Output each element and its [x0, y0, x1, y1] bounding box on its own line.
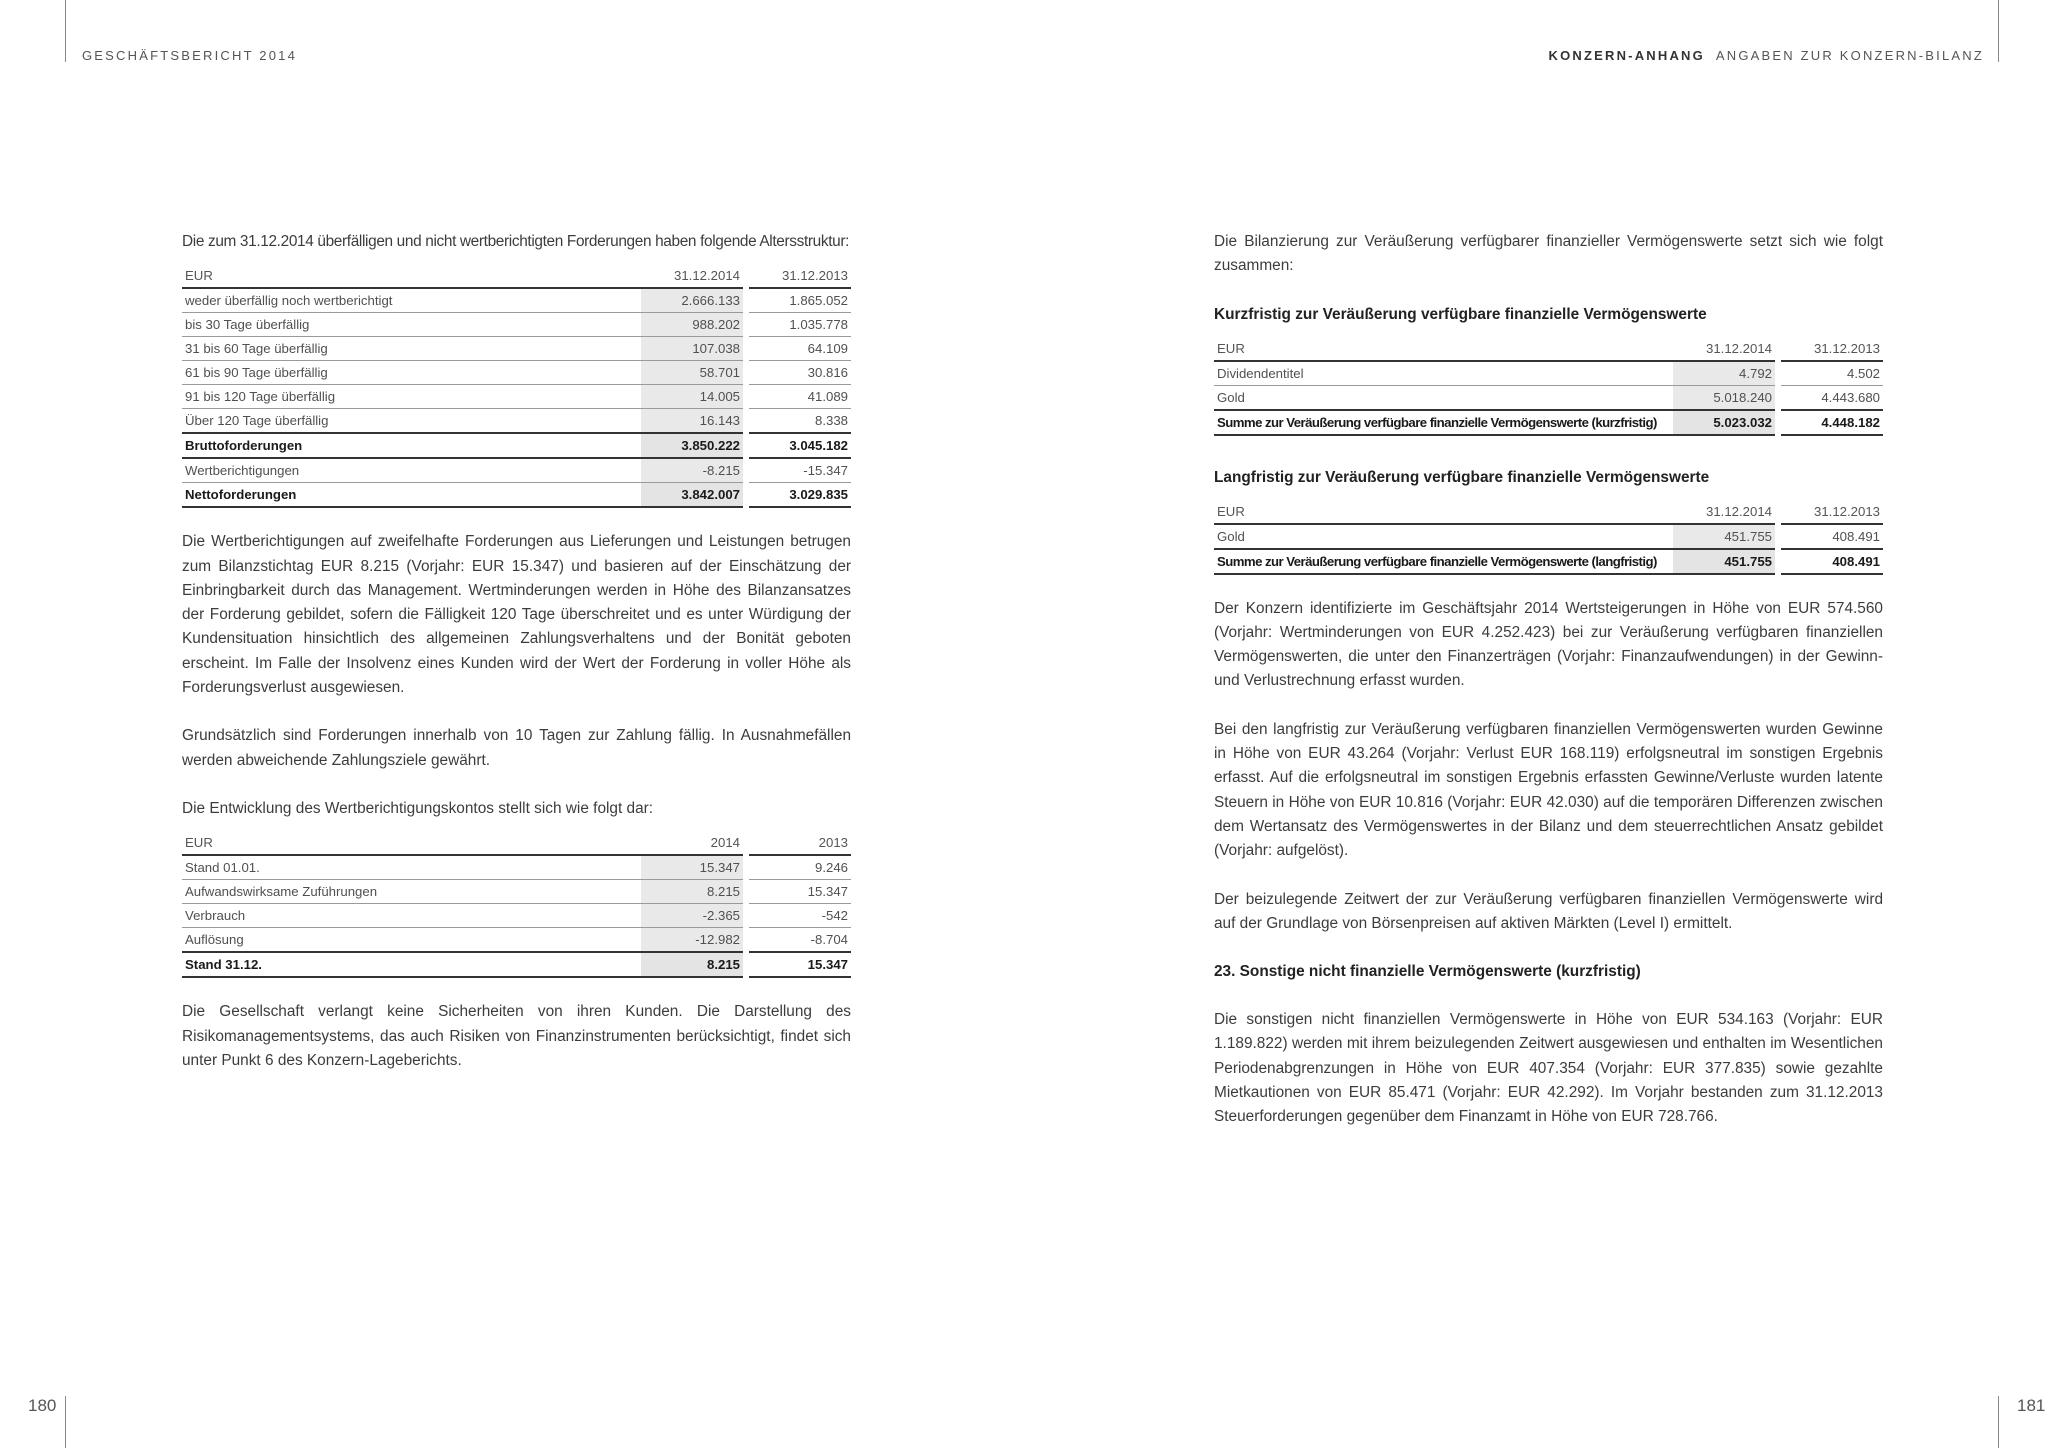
collateral-paragraph: Die Gesellschaft verlangt keine Sicherheiten von ihren Kunden. Die Darstellung des Risikomanagementsystems, das auch Risiken von Finanzinstrumenten berücksichtigt, findet sich unter Punkt 6 des Konzern-Lageberichts. [182, 1003, 851, 1069]
table-row [182, 289, 851, 313]
table-row [182, 904, 851, 928]
table-row [182, 880, 851, 904]
row-label: 91 bis 120 Tage überfällig [182, 385, 641, 409]
row-label: Gold [1214, 386, 1673, 411]
table-total-row [182, 434, 851, 459]
left-column [182, 230, 851, 1073]
allowance-paragraph: Die Wertberichtigungen auf zweifelhafte Forderungen aus Lieferungen und Leistungen betrugen zum Bilanzstichtag EUR 8.215 (Vorjahr: EUR 15.347) und basieren auf der Einschätzung der Einbringbarkeit durch das Management. Wertminderungen werden in Höhe des Bilanzansatzes der Forderung gebildet, sofern die Fälligkeit 120 Tage überschreitet und es unter Würdigung der Kundensituation hinsichtlich des allgemeinen Zahlungsverhaltens und der Bonität geboten erscheint. Im Falle der Insolvenz eines Kunden wird der Wert der Forderung in voller Höhe als Forderungsverlust ausgewiesen. [182, 533, 851, 697]
header-cell: EUR [182, 831, 641, 856]
page-number-right: 181 [2017, 1396, 2046, 1415]
allowance-account-table [182, 831, 851, 978]
table-header-row [1214, 500, 1883, 525]
row-label: Wertberichtigungen [182, 459, 641, 483]
header-cell: 31.12.2014 [1673, 337, 1775, 362]
header-cell: 2014 [641, 831, 743, 856]
row-label: bis 30 Tage überfällig [182, 313, 641, 337]
value-2014: 451.755 [1673, 525, 1775, 550]
row-label: Dividendentitel [1214, 362, 1673, 386]
table-row [182, 459, 851, 483]
short-term-afs-table [1214, 337, 1883, 436]
header-cell: EUR [1214, 500, 1673, 525]
value-2013: 408.491 [1781, 525, 1883, 550]
value-2013: 3.029.835 [749, 483, 851, 508]
value-2014: 8.215 [641, 953, 743, 978]
value-2013: 1.865.052 [749, 289, 851, 313]
running-header-left [82, 48, 297, 63]
value-2014: 58.701 [641, 361, 743, 385]
value-2013: 1.035.778 [749, 313, 851, 337]
table-row [1214, 386, 1883, 411]
row-label: Aufwandswirksame Zuführungen [182, 880, 641, 904]
header-cell: 31.12.2013 [1781, 337, 1883, 362]
value-2013: -8.704 [749, 928, 851, 953]
running-header-right [1548, 48, 1984, 63]
top-right-rule [1998, 0, 1999, 62]
value-2014: 8.215 [641, 880, 743, 904]
header-cell: 31.12.2013 [749, 264, 851, 289]
header-cell: 31.12.2014 [641, 264, 743, 289]
table-row [182, 313, 851, 337]
bottom-right-rule [1998, 1396, 1999, 1448]
row-label: Auflösung [182, 928, 641, 953]
value-2014: 3.850.222 [641, 434, 743, 459]
value-2014: 16.143 [641, 409, 743, 434]
table-row [182, 409, 851, 434]
table-header-row [1214, 337, 1883, 362]
top-left-rule [65, 0, 66, 62]
value-2014: 2.666.133 [641, 289, 743, 313]
value-2014: 5.023.032 [1673, 411, 1775, 436]
table-row [182, 928, 851, 953]
row-label: 31 bis 60 Tage überfällig [182, 337, 641, 361]
value-2013: 4.502 [1781, 362, 1883, 386]
value-2013: 15.347 [749, 880, 851, 904]
value-2014: -12.982 [641, 928, 743, 953]
row-label: Verbrauch [182, 904, 641, 928]
ageing-table [182, 264, 851, 508]
row-label: 61 bis 90 Tage überfällig [182, 361, 641, 385]
row-label: Summe zur Veräußerung verfügbare finanzielle Vermögenswerte (langfristig) [1214, 550, 1673, 575]
table-header-row [182, 264, 851, 289]
report-title: GESCHÄFTSBERICHT 2014 [82, 48, 298, 63]
table-row [182, 856, 851, 880]
row-label: Stand 31.12. [182, 953, 641, 978]
table-row [1214, 362, 1883, 386]
header-cell: 31.12.2013 [1781, 500, 1883, 525]
section-23-heading: 23. Sonstige nicht finanzielle Vermögenswerte (kurzfristig) [1214, 963, 1641, 981]
section-title: ANGABEN ZUR KONZERN-BILANZ [1715, 48, 1984, 63]
value-2014: 4.792 [1673, 362, 1775, 386]
header-cell: 31.12.2014 [1673, 500, 1775, 525]
table1-intro: Die zum 31.12.2014 überfälligen und nicht wertberichtigten Forderungen haben folgende Altersstruktur: [182, 233, 850, 250]
table-total-row [1214, 411, 1883, 436]
row-label: Gold [1214, 525, 1673, 550]
value-2014: -2.365 [641, 904, 743, 928]
value-2013: 4.443.680 [1781, 386, 1883, 411]
value-2014: 451.755 [1673, 550, 1775, 575]
value-2014: 15.347 [641, 856, 743, 880]
chapter-title: KONZERN-ANHANG [1548, 48, 1705, 63]
table-total-row [1214, 550, 1883, 575]
value-2014: 107.038 [641, 337, 743, 361]
short-term-afs-heading: Kurzfristig zur Veräußerung verfügbare finanzielle Vermögenswerte [1214, 305, 1707, 323]
value-2013: 408.491 [1781, 550, 1883, 575]
bottom-left-rule [65, 1396, 66, 1448]
table-row [1214, 525, 1883, 550]
value-2013: 4.448.182 [1781, 411, 1883, 436]
long-term-gains-paragraph: Bei den langfristig zur Veräußerung verfügbaren finanziellen Vermögenswerten wurden Gewinne in Höhe von EUR 43.264 (Vorjahr: Verlust EUR 168.119) erfolgsneutral im sonstigen Ergebnis erfasst. Auf die erfolgsneutral im sonstigen Ergebnis erfassten Gewinne/Verluste wurden latente Steuern in Höhe von EUR 10.816 (Vorjahr: EUR 42.030) auf die temporären Differenzen zwischen dem Wertansatz des Vermögenswertes in der Bilanz und dem steuerrechtlichen Ansatz gebildet (Vorjahr: aufgelöst). [1214, 720, 1883, 860]
table-header-row [182, 831, 851, 856]
long-term-afs-heading: Langfristig zur Veräußerung verfügbare finanzielle Vermögenswerte [1214, 468, 1710, 486]
header-cell: EUR [182, 264, 641, 289]
row-label: Nettoforderungen [182, 483, 641, 508]
table-row [182, 361, 851, 385]
table2-intro: Die Entwicklung des Wertberichtigungskontos stellt sich wie folgt dar: [182, 799, 654, 817]
right-column [1214, 230, 1883, 1130]
value-2013: -15.347 [749, 459, 851, 483]
row-label: weder überfällig noch wertberichtigt [182, 289, 641, 313]
fair-value-paragraph: Der beizulegende Zeitwert der zur Veräußerung verfügbaren finanziellen Vermögenswerte wird auf der Grundlage von Börsenpreisen auf aktiven Märkten (Level I) ermittelt. [1214, 890, 1883, 932]
other-assets-paragraph: Die sonstigen nicht finanziellen Vermögenswerte in Höhe von EUR 534.163 (Vorjahr: EUR 1.189.822) werden mit ihrem beizulegenden Zeitwert ausgewiesen und enthalten im Wesentlichen Periodenabgrenzungen in Höhe von EUR 407.354 (Vorjahr: EUR 377.835) sowie gezahlte Mietkautionen von EUR 85.471 (Vorjahr: EUR 42.292). Im Vorjahr bestanden zum 31.12.2013 Steuerforderungen gegenüber dem Finanzamt in Höhe von EUR 728.766. [1214, 1011, 1883, 1126]
value-2013: 8.338 [749, 409, 851, 434]
value-2013: 3.045.182 [749, 434, 851, 459]
value-2014: 3.842.007 [641, 483, 743, 508]
row-label: Stand 01.01. [182, 856, 641, 880]
header-cell: 2013 [749, 831, 851, 856]
value-increase-paragraph: Der Konzern identifizierte im Geschäftsjahr 2014 Wertsteigerungen in Höhe von EUR 574.560 (Vorjahr: Wertminderungen von EUR 4.252.423) bei zur Veräußerung verfügbaren finanziellen Vermögenswerten, die unter den Finanzerträgen (Vorjahr: Finanzaufwendungen) in der Gewinn- und Verlustrechnung erfasst wurden. [1214, 599, 1883, 690]
value-2013: 9.246 [749, 856, 851, 880]
page-number-left: 180 [28, 1396, 57, 1415]
value-2013: 30.816 [749, 361, 851, 385]
long-term-afs-table [1214, 500, 1883, 575]
value-2013: 41.089 [749, 385, 851, 409]
table-total-row [182, 483, 851, 508]
value-2014: -8.215 [641, 459, 743, 483]
row-label: Über 120 Tage überfällig [182, 409, 641, 434]
table-total-row [182, 953, 851, 978]
value-2013: 15.347 [749, 953, 851, 978]
row-label: Summe zur Veräußerung verfügbare finanzielle Vermögenswerte (kurzfristig) [1214, 411, 1673, 436]
payment-terms-paragraph: Grundsätzlich sind Forderungen innerhalb von 10 Tagen zur Zahlung fällig. In Ausnahmefällen werden abweichende Zahlungsziele gewährt. [182, 727, 851, 769]
value-2013: 64.109 [749, 337, 851, 361]
table-row [182, 337, 851, 361]
value-2013: -542 [749, 904, 851, 928]
header-cell: EUR [1214, 337, 1673, 362]
afs-intro: Die Bilanzierung zur Veräußerung verfügbarer finanzieller Vermögenswerte setzt sich wie folgt zusammen: [1214, 233, 1883, 275]
value-2014: 988.202 [641, 313, 743, 337]
value-2014: 14.005 [641, 385, 743, 409]
row-label: Bruttoforderungen [182, 434, 641, 459]
value-2014: 5.018.240 [1673, 386, 1775, 411]
table-row [182, 385, 851, 409]
